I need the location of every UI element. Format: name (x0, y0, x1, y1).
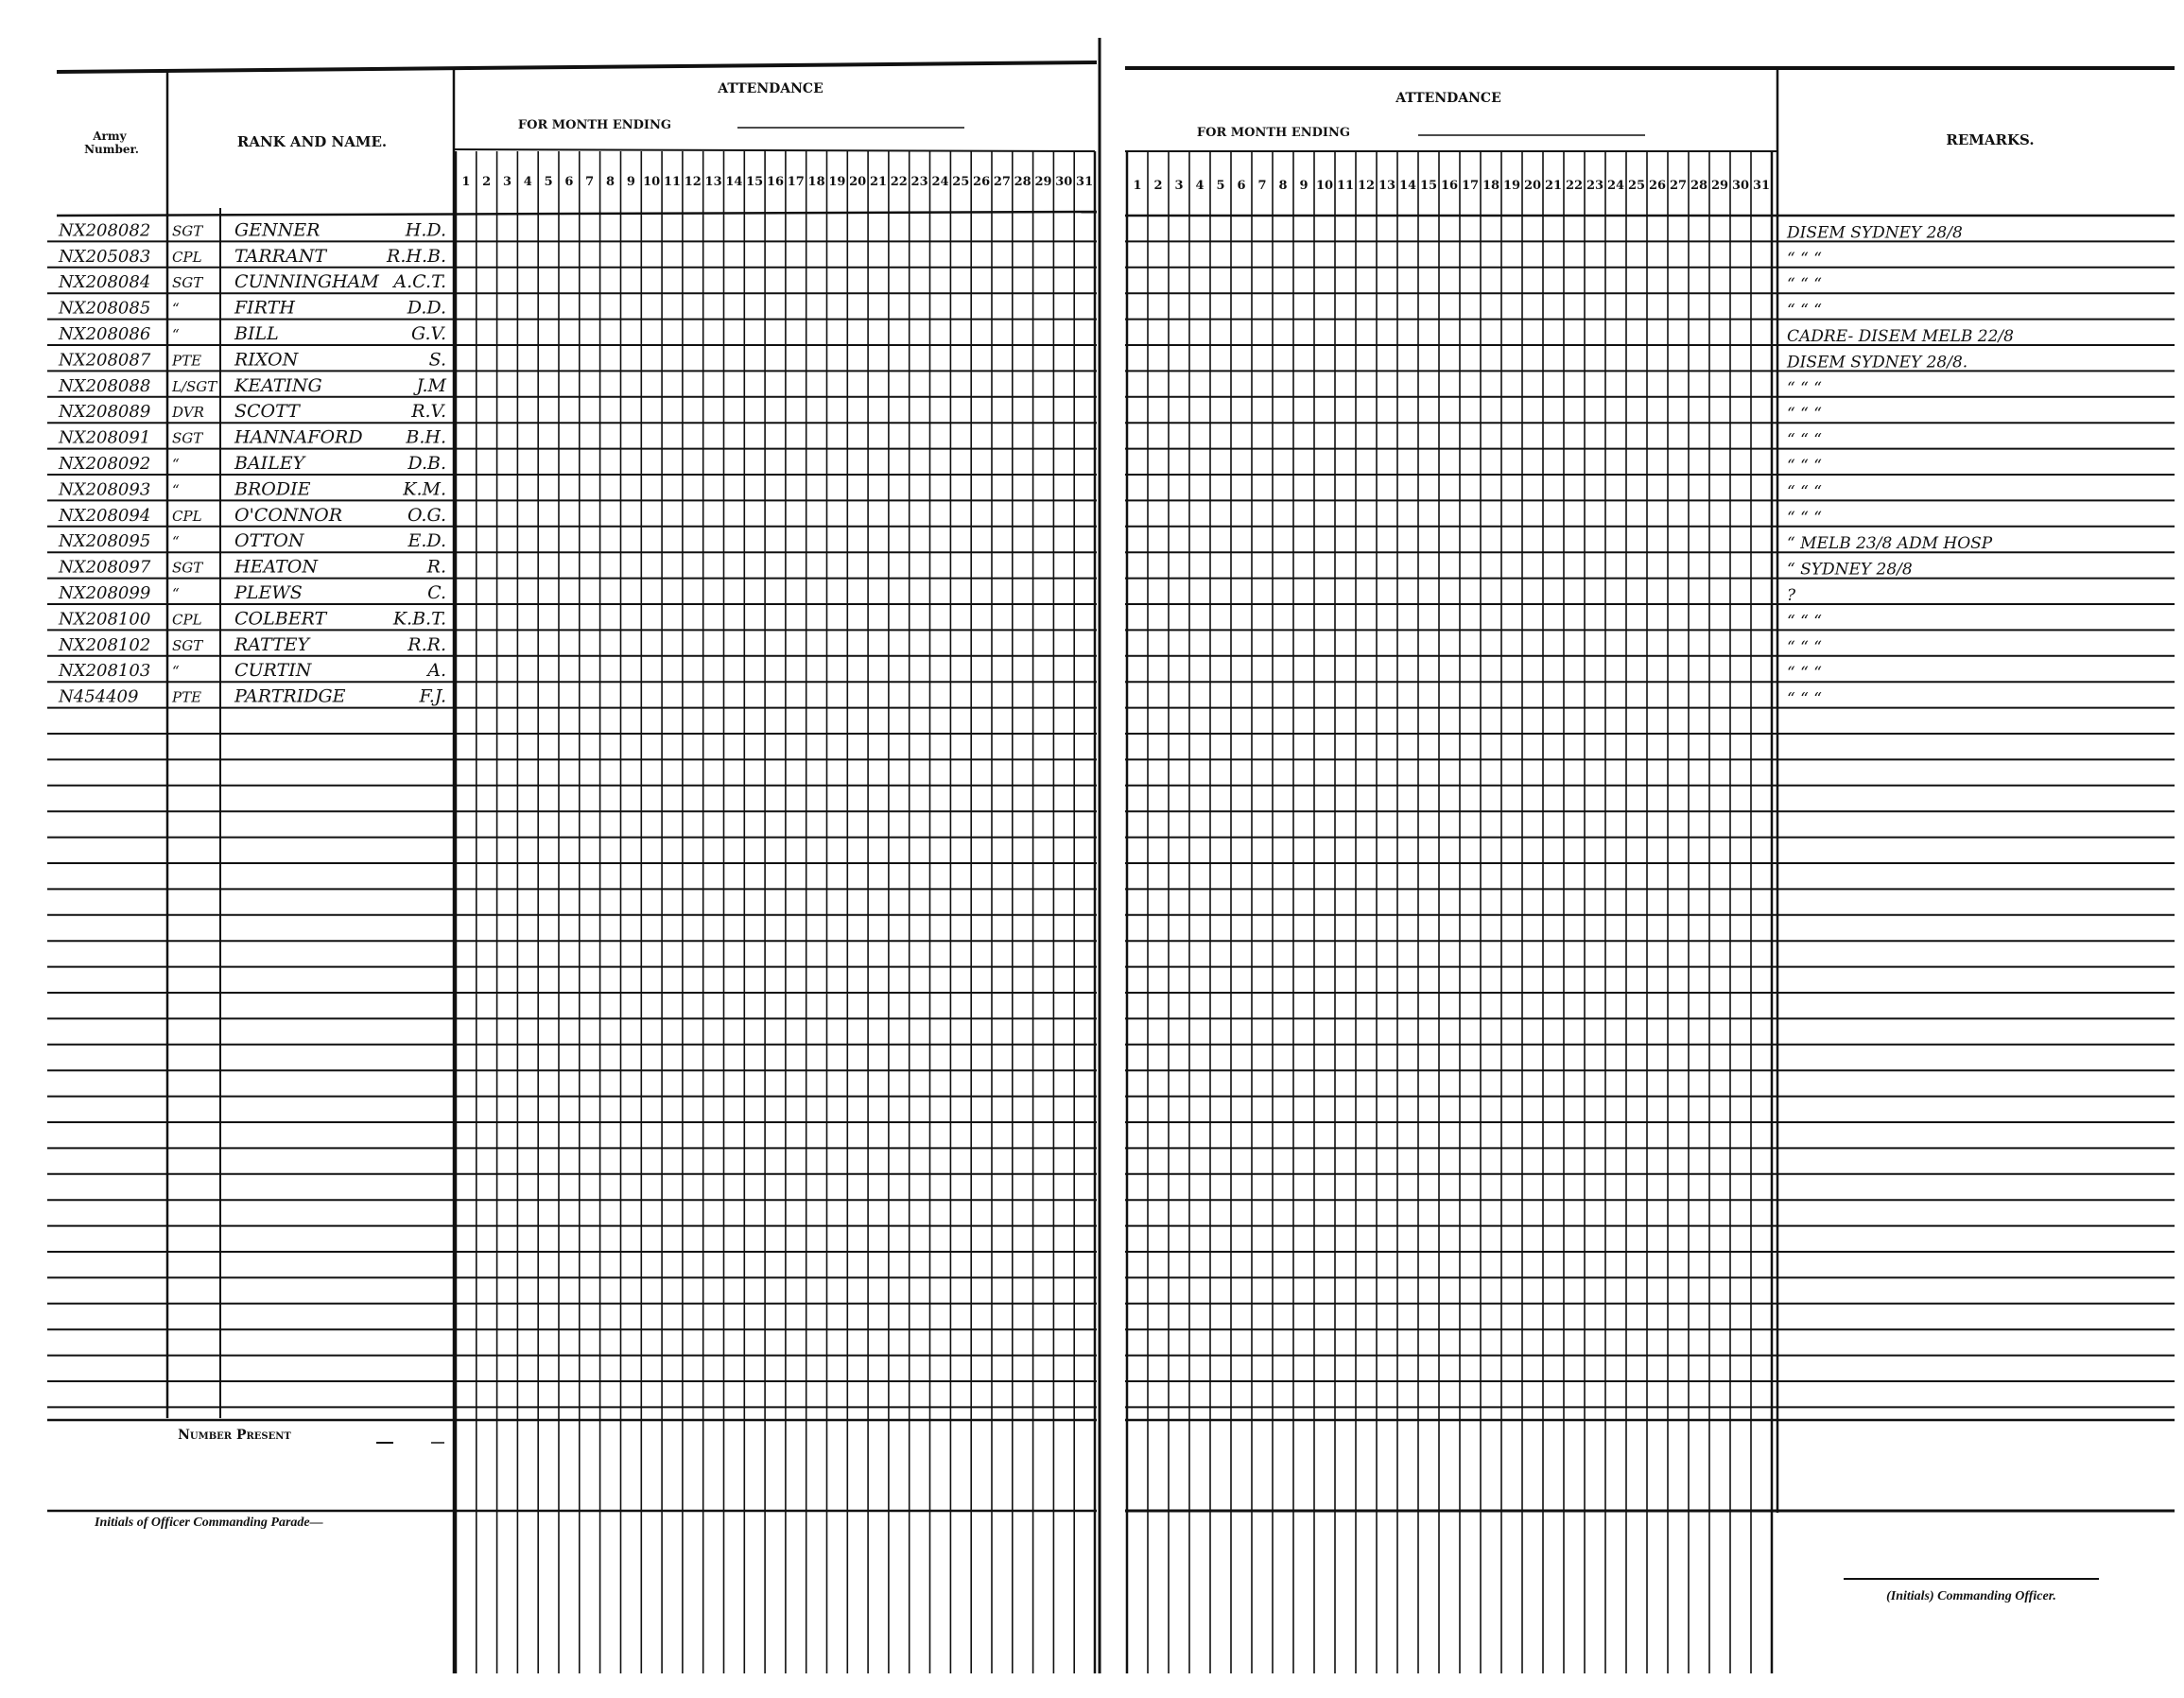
right-month-ending-label: FOR MONTH ENDING (1196, 126, 1350, 140)
initials: B.H. (406, 426, 446, 448)
initials: E.D. (407, 530, 446, 552)
day-number: 13 (1378, 179, 1396, 193)
day-number: 26 (973, 175, 991, 189)
day-number: 23 (1586, 179, 1604, 193)
day-number: 21 (869, 175, 888, 189)
day-number: 13 (704, 175, 722, 189)
rank: SGT (172, 222, 203, 240)
remark-entry: “ “ “ (1787, 689, 1822, 709)
surname: COLBERT (234, 608, 327, 630)
number-present-label: Number Present (178, 1428, 291, 1443)
day-number: 19 (828, 175, 846, 189)
remark-entry: “ MELB 23/8 ADM HOSP (1787, 534, 1993, 554)
surname: SCOTT (234, 401, 300, 423)
day-number: 27 (1669, 179, 1688, 193)
army-number: NX208095 (59, 531, 151, 552)
army-number: NX208097 (59, 557, 151, 578)
remark-entry: “ “ “ (1787, 457, 1822, 476)
remark-entry: DISEM SYDNEY 28/8. (1787, 353, 1968, 373)
army-number: NX208093 (59, 479, 151, 500)
remark-entry: “ SYDNEY 28/8 (1787, 560, 1913, 580)
right-attendance-title: ATTENDANCE (1395, 91, 1501, 106)
remark-entry: CADRE- DISEM MELB 22/8 (1787, 327, 2014, 346)
rank: SGT (172, 429, 203, 447)
day-number: 11 (1336, 179, 1355, 193)
rank: PTE (172, 688, 202, 706)
day-number: 7 (1257, 179, 1267, 193)
day-number: 28 (1014, 175, 1031, 189)
day-number: 16 (1440, 179, 1459, 193)
army-number: NX208100 (59, 609, 151, 630)
day-number: 16 (766, 175, 785, 189)
day-number: 22 (890, 175, 908, 189)
initials: C. (427, 582, 446, 603)
day-number: 21 (1544, 179, 1563, 193)
day-number: 25 (1627, 179, 1646, 193)
remark-entry: “ “ “ (1787, 430, 1822, 450)
day-number: 25 (952, 175, 970, 189)
surname: BRODIE (234, 478, 311, 500)
surname: RATTEY (234, 633, 310, 655)
day-number: 12 (684, 175, 702, 189)
day-number: 22 (1565, 179, 1584, 193)
surname: RIXON (234, 349, 299, 371)
remark-entry: “ “ “ (1787, 378, 1822, 398)
day-number: 4 (1195, 179, 1205, 193)
rank: “ (172, 300, 180, 318)
surname: PARTRIDGE (234, 685, 346, 707)
remarks-header: REMARKS. (1946, 131, 2035, 148)
surname: GENNER (234, 219, 321, 241)
remark-entry: “ “ “ (1787, 405, 1822, 424)
day-number: 26 (1648, 179, 1667, 193)
army-number-header: Army Number. (84, 130, 139, 156)
day-number: 14 (1398, 179, 1417, 193)
day-number: 15 (1419, 179, 1438, 193)
rank: CPL (172, 611, 202, 629)
day-number: 15 (746, 175, 764, 189)
rank-and-name-header: RANK AND NAME. (236, 133, 388, 150)
remark-entry: “ “ “ (1787, 301, 1822, 321)
army-number: NX208099 (59, 583, 151, 603)
army-number: NX208102 (59, 634, 151, 655)
day-number: 10 (1315, 179, 1334, 193)
rank: “ (172, 533, 180, 551)
day-number: 27 (993, 175, 1011, 189)
day-number: 3 (502, 175, 512, 189)
surname: CURTIN (234, 660, 312, 682)
day-number: 30 (1055, 175, 1073, 189)
day-number: 10 (643, 175, 661, 189)
rank: L/SGT (172, 377, 217, 395)
day-number: 12 (1357, 179, 1376, 193)
rank: “ (172, 663, 180, 681)
surname: BAILEY (234, 453, 305, 474)
day-number: 20 (849, 175, 867, 189)
army-number: NX208084 (59, 272, 151, 293)
initials: R.V. (411, 401, 446, 423)
day-number: 18 (807, 175, 825, 189)
surname: KEATING (234, 374, 322, 396)
rank: SGT (172, 274, 203, 292)
initials: R. (426, 556, 446, 578)
initials: D.D. (407, 297, 446, 319)
initials: R.R. (407, 633, 446, 655)
remark-entry: “ “ “ (1787, 612, 1822, 632)
army-number: NX208094 (59, 505, 151, 526)
rank: “ (172, 481, 180, 499)
surname: OTTON (234, 530, 304, 552)
day-number: 9 (1299, 179, 1309, 193)
surname: BILL (234, 323, 279, 344)
initials: A.C.T. (393, 271, 446, 293)
army-number: NX208092 (59, 454, 151, 474)
initials: A. (427, 660, 446, 682)
day-number: 23 (910, 175, 928, 189)
day-number: 3 (1174, 179, 1184, 193)
day-number: 28 (1690, 179, 1708, 193)
initials: J.M (416, 374, 446, 396)
surname: FIRTH (234, 297, 295, 319)
army-number: NX208103 (59, 661, 151, 682)
day-number: 24 (931, 175, 949, 189)
army-number: NX208085 (59, 298, 151, 319)
surname: O'CONNOR (234, 504, 343, 526)
day-number: 2 (1153, 179, 1163, 193)
soldier-row (58, 246, 446, 267)
initials: K.M. (403, 478, 446, 500)
day-number: 17 (1461, 179, 1480, 193)
day-number: 2 (482, 175, 492, 189)
army-number: NX208088 (59, 375, 151, 396)
remark-entry: “ “ “ (1787, 482, 1822, 502)
day-number: 20 (1523, 179, 1542, 193)
surname: HANNAFORD (234, 426, 363, 448)
remark-entry: “ “ “ (1787, 664, 1822, 684)
rank: “ (172, 585, 180, 602)
day-number: 24 (1606, 179, 1625, 193)
day-number: 1 (1133, 179, 1142, 193)
rank: DVR (172, 404, 204, 422)
day-number: 14 (725, 175, 743, 189)
rank: SGT (172, 636, 203, 654)
left-attendance-title: ATTENDANCE (718, 81, 823, 96)
army-number: NX205083 (59, 246, 151, 267)
day-number: 7 (585, 175, 595, 189)
rank: CPL (172, 507, 202, 525)
rank: SGT (172, 559, 203, 577)
surname: TARRANT (234, 245, 326, 267)
remark-entry: “ “ “ (1787, 508, 1822, 528)
day-number: 4 (523, 175, 532, 189)
day-number: 1 (461, 175, 471, 189)
initials: H.D. (405, 219, 446, 241)
initials: G.V. (411, 323, 446, 344)
day-number: 5 (1216, 179, 1225, 193)
remark-entry: “ “ “ (1787, 275, 1822, 295)
day-number: 19 (1502, 179, 1521, 193)
initials: O.G. (407, 504, 446, 526)
day-number: 29 (1710, 179, 1729, 193)
rank: “ (172, 326, 180, 343)
rank: “ (172, 456, 180, 473)
day-number: 11 (663, 175, 682, 189)
remark-entry: “ “ “ (1787, 637, 1822, 657)
remark-entry: ? (1787, 586, 1796, 605)
initials: R.H.B. (387, 245, 446, 267)
army-number: NX208091 (59, 427, 151, 448)
army-number: NX208082 (59, 220, 151, 241)
rank: PTE (172, 352, 202, 370)
day-number: 18 (1482, 179, 1500, 193)
surname: HEATON (234, 556, 318, 578)
day-number: 17 (787, 175, 805, 189)
day-number: 30 (1731, 179, 1750, 193)
army-number: N454409 (59, 686, 139, 707)
initials-officer-label: Initials of Officer Commanding Parade— (95, 1516, 323, 1530)
army-number: NX208089 (59, 402, 151, 423)
day-number: 29 (1034, 175, 1052, 189)
day-number: 6 (564, 175, 574, 189)
initials: D.B. (407, 453, 446, 474)
initials: S. (428, 349, 446, 371)
surname: PLEWS (234, 582, 303, 603)
surname: CUNNINGHAM (234, 271, 379, 293)
day-number: 6 (1237, 179, 1246, 193)
commanding-officer-label: (Initials) Commanding Officer. (1886, 1589, 2056, 1603)
initials: F.J. (419, 685, 446, 707)
day-number: 5 (544, 175, 553, 189)
army-number: NX208086 (59, 324, 151, 344)
day-number: 8 (1278, 179, 1288, 193)
army-number: NX208087 (59, 350, 151, 371)
rank: CPL (172, 248, 202, 266)
day-number: 9 (626, 175, 635, 189)
initials: K.B.T. (392, 608, 446, 630)
day-number: 31 (1752, 179, 1771, 193)
day-number: 8 (605, 175, 615, 189)
remark-entry: “ “ “ (1787, 249, 1822, 269)
remark-entry: DISEM SYDNEY 28/8 (1787, 223, 1963, 243)
day-number: 31 (1076, 175, 1094, 189)
left-month-ending-label: FOR MONTH ENDING (517, 118, 671, 132)
